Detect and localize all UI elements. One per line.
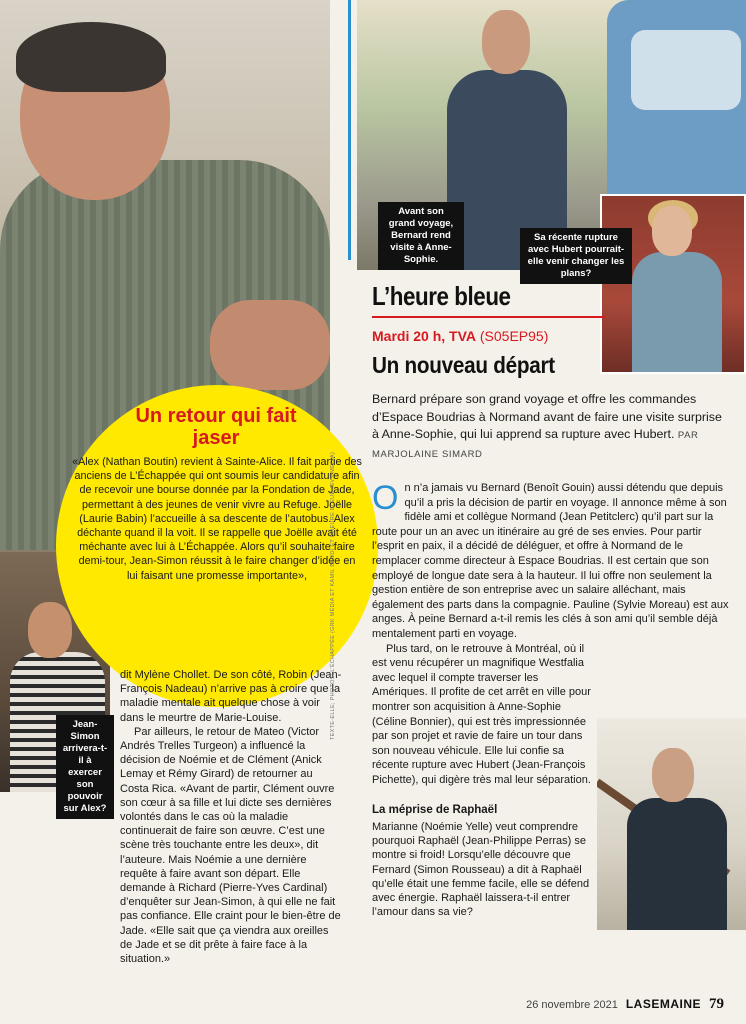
left-paragraph: Par ailleurs, le retour de Mateo (Victor Andrés Trelles Turgeon) a influencé la décision de Noémie et de Clément (Anick Lemay et Rémy Girard) de retourner au Costa Rica. «Avant de partir, Clément ouvre son cœur à sa fille et lui dicte ses dernières volontés dans le cas où la maladie continuerait de faire son œuvre. C’est une scène très touchante entre les deux», dit l’auteure. Mais Noémie a une dernière requête à faire avant son départ. Elle demande à Richard (Pierre-Yves Cardinal) d’enquêter sur Jean-Simon, à qui elle ne fait pas confiance. Elle craint pour le bien-être de Jade. «Elle sait que ça viendra aux oreilles de Jade et se dit prête à faire face à la situation.» (120, 725, 341, 966)
title-underline (372, 316, 605, 318)
page-number: 79 (709, 996, 724, 1012)
left-column (120, 668, 342, 966)
caption-bernard: Avant son grand voyage, Bernard rend visite à Anne-Sophie. (378, 202, 464, 270)
sidebar-body: «Alex (Nathan Boutin) revient à Sainte-Alice. Il fait partie des anciens de L’Échappée qui ont soumis leur candidature afin de recevoir une bourse donnée par la Fondation de Jade, permettant à des jeunes de venir vivre au Refuge. Joëlle (Laurie Babin) l’accueille à sa descente de l’autobus. Alex déchante quand il la voit. Il se rappelle que Joëlle avait été méchante avec lui à L’Échappée. Alors qu’il souhaite faire demi-tour, Jean-Simon réussit à le faire changer d’idée en lui faisant une promesse importante», (72, 456, 362, 582)
blue-divider (348, 0, 351, 260)
article-lead (372, 391, 732, 463)
photo-credit: TEXTE-ELLE; PHOTOS: L’ÉCHAPPÉE (GRK MÉDIA ET KAMIL BEDDI ET L’HEURE BLEUE (SVS MÉDIA) (330, 451, 336, 740)
body-paragraph: n n’a jamais vu Bernard (Benoît Gouin) aussi détendu que depuis qu’il a pris la décision de partir en voyage. Il annonce même à son fidèle ami et collègue Normand (Jean Petitclerc) qu’il part sur la route pour un an avec un itinéraire au gré de ses envies. Pour partir l’esprit en paix, il a décidé de déléguer, et offre à Normand de le remplacer comme directeur à Espace Boudrias. Il est certain que son employé de longue date sera à la hauteur. Il lui offre non seulement la gestion entière de son entreprise avec un salaire alléchant, mais également des parts dans la compagnie. Pauline (Sylvie Moreau) est aux anges. À peine Bernard a-t-il remis les clés à son ami qu’il semble déjà mentalement parti en voyage. (372, 482, 729, 640)
photo-anne-sophie (600, 194, 746, 374)
subsection-title: La méprise de Raphaël (372, 804, 498, 816)
show-time: Mardi 20 h, TVA (372, 328, 476, 344)
byline: PAR MARJOLAINE SIMARD (372, 430, 699, 460)
caption-hubert: Sa récente rupture avec Hubert pourrait-elle venir changer les plans? (520, 228, 632, 284)
caption-jean-simon: Jean-Simon arrivera-t-il à exercer son pouvoir sur Alex? (56, 715, 114, 819)
drop-cap: O (372, 479, 399, 517)
left-paragraph: dit Mylène Chollet. De son côté, Robin (Jean-François Nadeau) n’arrive pas à croire que la maladie mentale ait quelque chose à voir dans le meurtre de Marie-Louise. (120, 669, 342, 724)
article-headline: Un nouveau départ (372, 352, 555, 378)
body-paragraph: Plus tard, on le retrouve à Montréal, où il est venu récupérer un magnifique Westfalia avec lequel il compte traverser les Amériques. Il profite de cet arrêt en ville pour montrer son acquisition à Anne-Sophie (Céline Bonnier), qui est très impressionnée par son projet et ravie de faire un tour dans son nouveau véhicule. Elle lui confie sa récente rupture avec Hubert (Jean-François Pichette), qui digère très mal leur séparation. (372, 642, 591, 786)
sidebar-title: Un retour qui fait jaser (135, 405, 297, 449)
magazine-brand: LASEMAINE (625, 997, 701, 1011)
article-body (372, 481, 732, 787)
lead-text: Bernard prépare son grand voyage et offre les commandes d’Espace Boudrias à Normand avant de faire une visite surprise à Anne-Sophie, qui lui apprend sa rupture avec Hubert. (372, 392, 722, 442)
show-episode: (S05EP95) (479, 328, 549, 344)
page-footer (526, 996, 724, 1013)
subsection-body: Marianne (Noémie Yelle) veut comprendre pourquoi Raphaël (Jean-Philippe Perras) se montre si froid! Lorsqu’elle découvre que Fernard (Simon Rousseau) a dit à Raphaël qu’elle était une femme facile, elle se défend avec énergie. Raphaël laissera-t-il entrer l’amour dans sa vie? (372, 821, 590, 919)
issue-date: 26 novembre 2021 (526, 999, 618, 1011)
show-meta (372, 328, 548, 344)
show-title: L’heure bleue (372, 281, 511, 311)
